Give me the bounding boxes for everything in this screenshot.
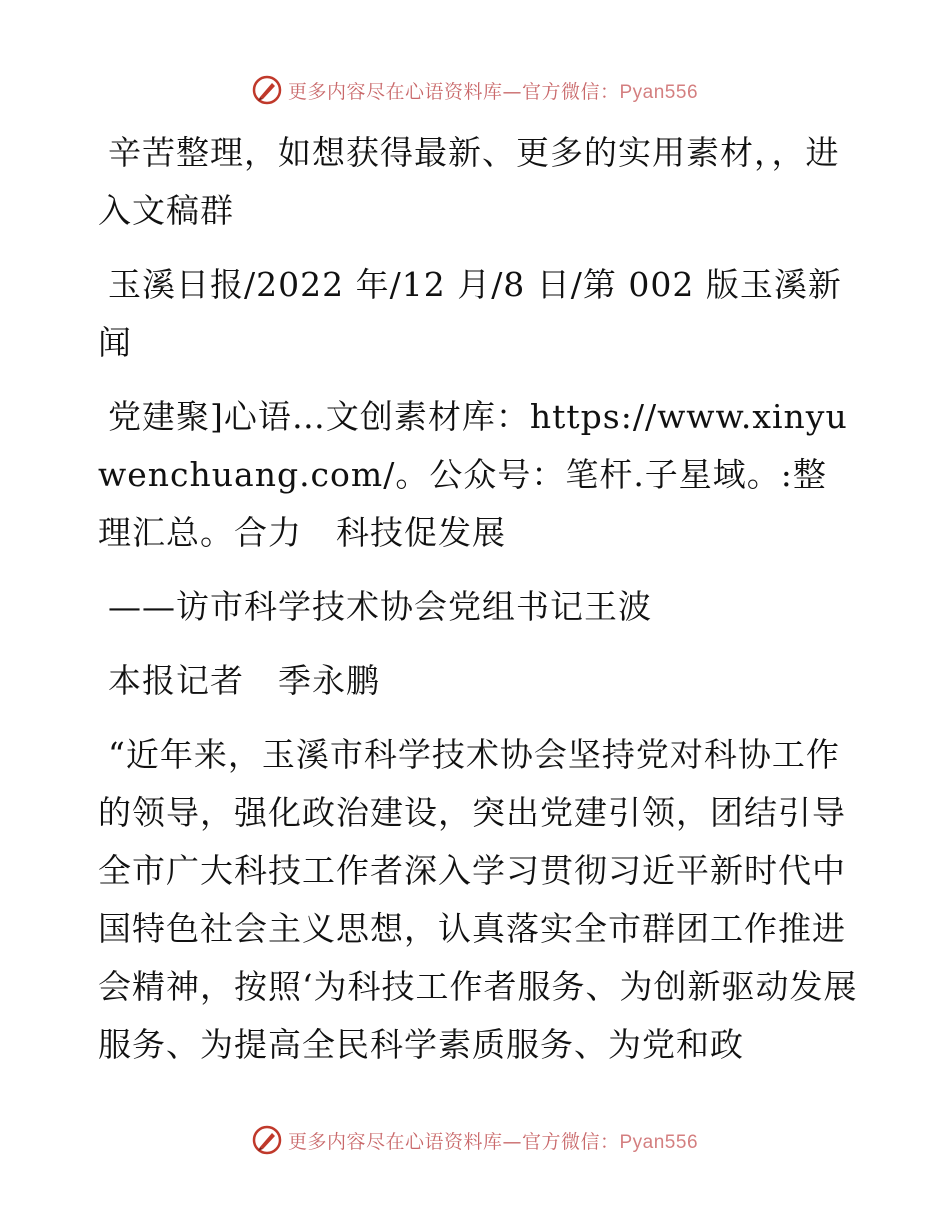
subtitle: ——访市科学技术协会党组书记王波 xyxy=(108,587,652,626)
headline-paragraph: 党建聚]心语…文创素材库：https://www.xinyuwenchuang.com/。公众号：笔杆.子星域。:整理汇总。合力 科技促发展 xyxy=(98,397,848,552)
article-paragraph: “近年来，玉溪市科学技术协会坚持党对科协工作的领导，强化政治建设，突出党建引领，团结引导全市广大科技工作者深入学习贯彻习近平新时代中国特色社会主义思想，认真落实全市群团工作推进会精神，按照‘为科技工作者服务、为创新驱动发展服务、为提高全民科学素质服务、为党和政 xyxy=(98,735,858,1064)
banner-text: 更多内容尽在心语资料库—官方微信：Pyan556 xyxy=(287,1130,699,1153)
header-watermark-banner xyxy=(0,70,950,110)
source-line: 玉溪日报/2022 年/12 月/8 日/第 002 版玉溪新闻 xyxy=(98,265,842,362)
byline: 本报记者 季永鹏 xyxy=(108,661,380,700)
footer-watermark-banner xyxy=(0,1120,950,1160)
intro-paragraph: 辛苦整理，如想获得最新、更多的实用素材，，进入文稿群 xyxy=(98,133,840,230)
document-body xyxy=(98,124,858,1090)
banner-text: 更多内容尽在心语资料库—官方微信：Pyan556 xyxy=(287,80,699,103)
pen-logo-icon xyxy=(252,1125,282,1155)
pen-logo-icon xyxy=(252,75,282,105)
